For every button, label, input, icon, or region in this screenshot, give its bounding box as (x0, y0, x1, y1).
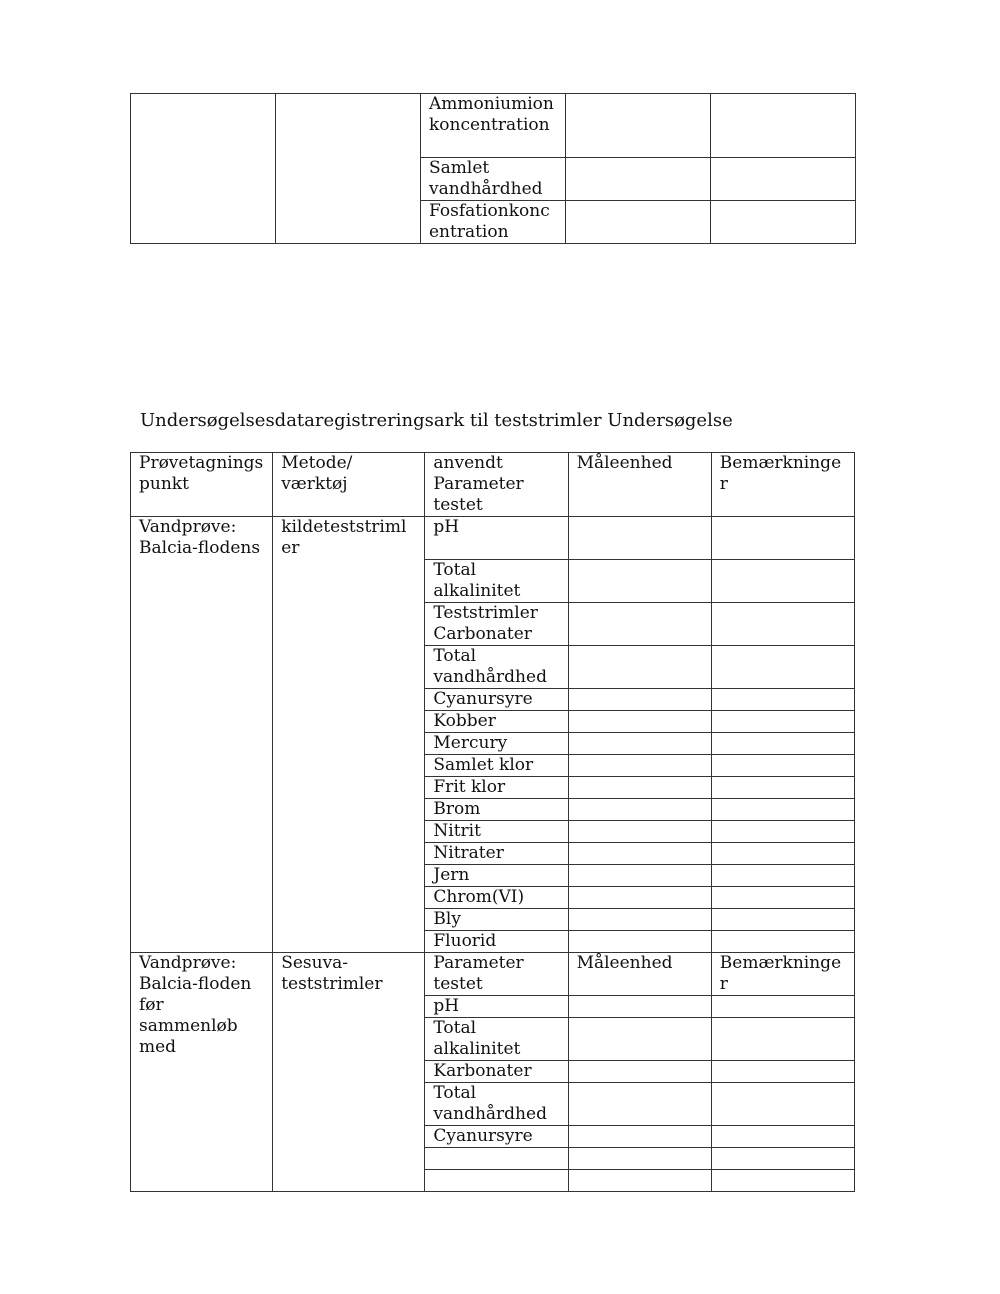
unit-cell (568, 843, 711, 865)
unit-cell (568, 1148, 711, 1170)
remark-cell (711, 931, 854, 953)
unit-cell (568, 799, 711, 821)
test-strip-data-table (130, 452, 855, 1192)
table-row (131, 517, 855, 560)
parameter-cell: Mercury (425, 733, 568, 755)
parameter-cell: Jern (425, 865, 568, 887)
unit-cell (568, 1083, 711, 1126)
parameter-cell: pH (425, 517, 568, 560)
unit-cell (568, 603, 711, 646)
parameter-cell: Brom (425, 799, 568, 821)
sampling-point-cell (131, 94, 276, 244)
remark-cell (711, 201, 856, 244)
parameter-cell: pH (425, 996, 568, 1018)
remark-cell (711, 711, 854, 733)
parameter-cell (425, 1148, 568, 1170)
parameter-cell: Samlet klor (425, 755, 568, 777)
unit-cell (568, 931, 711, 953)
method-cell (276, 94, 421, 244)
sampling-point-cell: Vandprøve: Balcia-flodens (131, 517, 273, 953)
remark-cell (711, 843, 854, 865)
table-row (131, 94, 856, 158)
remark-cell (711, 603, 854, 646)
header-method: Metode/ værktøj (273, 453, 425, 517)
remark-cell (711, 777, 854, 799)
parameter-cell: Fluorid (425, 931, 568, 953)
unit-cell (566, 201, 711, 244)
parameter-cell: Fosfationkoncentration (421, 201, 566, 244)
parameter-cell: Total vandhårdhed (425, 646, 568, 689)
parameter-cell: Bly (425, 909, 568, 931)
table-header-row (131, 453, 855, 517)
remark-cell (711, 1083, 854, 1126)
remark-cell (711, 94, 856, 158)
unit-cell (568, 689, 711, 711)
remark-cell: Bemærkninger (711, 953, 854, 996)
remark-cell (711, 799, 854, 821)
parameter-cell (425, 1170, 568, 1192)
parameter-cell: Nitrater (425, 843, 568, 865)
method-cell: Sesuva-teststrimler (273, 953, 425, 1192)
remark-cell (711, 517, 854, 560)
parameter-cell: Parameter testet (425, 953, 568, 996)
unit-cell: Måleenhed (568, 953, 711, 996)
unit-cell (568, 1061, 711, 1083)
remark-cell (711, 865, 854, 887)
header-sampling-point: Prøvetagningspunkt (131, 453, 273, 517)
table-row (131, 953, 855, 996)
remark-cell (711, 821, 854, 843)
parameter-cell: Cyanursyre (425, 689, 568, 711)
parameter-cell: Ammoniumionkoncentration (421, 94, 566, 158)
method-cell: kildeteststrimler (273, 517, 425, 953)
unit-cell (568, 777, 711, 799)
remark-cell (711, 996, 854, 1018)
header-remark: Bemærkninger (711, 453, 854, 517)
remark-cell (711, 646, 854, 689)
parameter-cell: Total vandhårdhed (425, 1083, 568, 1126)
parameter-cell: Karbonater (425, 1061, 568, 1083)
remark-cell (711, 733, 854, 755)
unit-cell (568, 517, 711, 560)
unit-cell (568, 733, 711, 755)
unit-cell (568, 865, 711, 887)
remark-cell (711, 909, 854, 931)
parameter-cell: Cyanursyre (425, 1126, 568, 1148)
parameter-cell: Nitrit (425, 821, 568, 843)
parameter-cell: Teststrimler Carbonater (425, 603, 568, 646)
remark-cell (711, 560, 854, 603)
unit-cell (568, 887, 711, 909)
unit-cell (568, 1126, 711, 1148)
remark-cell (711, 689, 854, 711)
remark-cell (711, 1018, 854, 1061)
parameter-cell: Frit klor (425, 777, 568, 799)
header-parameter: anvendt Parameter testet (425, 453, 568, 517)
remark-cell (711, 1170, 854, 1192)
remark-cell (711, 1148, 854, 1170)
remark-cell (711, 887, 854, 909)
unit-cell (568, 646, 711, 689)
unit-cell (568, 711, 711, 733)
sampling-point-cell: Vandprøve: Balcia-floden før sammenløb med (131, 953, 273, 1192)
parameter-cell: Total alkalinitet (425, 560, 568, 603)
unit-cell (568, 755, 711, 777)
unit-cell (568, 909, 711, 931)
top-parameter-table (130, 93, 856, 244)
remark-cell (711, 1126, 854, 1148)
section-heading: Undersøgelsesdataregistreringsark til teststrimler Undersøgelse (140, 410, 733, 431)
unit-cell (566, 94, 711, 158)
unit-cell (568, 560, 711, 603)
parameter-cell: Total alkalinitet (425, 1018, 568, 1061)
unit-cell (568, 996, 711, 1018)
parameter-cell: Samlet vandhårdhed (421, 158, 566, 201)
unit-cell (568, 1170, 711, 1192)
remark-cell (711, 1061, 854, 1083)
remark-cell (711, 158, 856, 201)
unit-cell (568, 1018, 711, 1061)
parameter-cell: Chrom(VI) (425, 887, 568, 909)
remark-cell (711, 755, 854, 777)
unit-cell (568, 821, 711, 843)
header-unit: Måleenhed (568, 453, 711, 517)
parameter-cell: Kobber (425, 711, 568, 733)
unit-cell (566, 158, 711, 201)
